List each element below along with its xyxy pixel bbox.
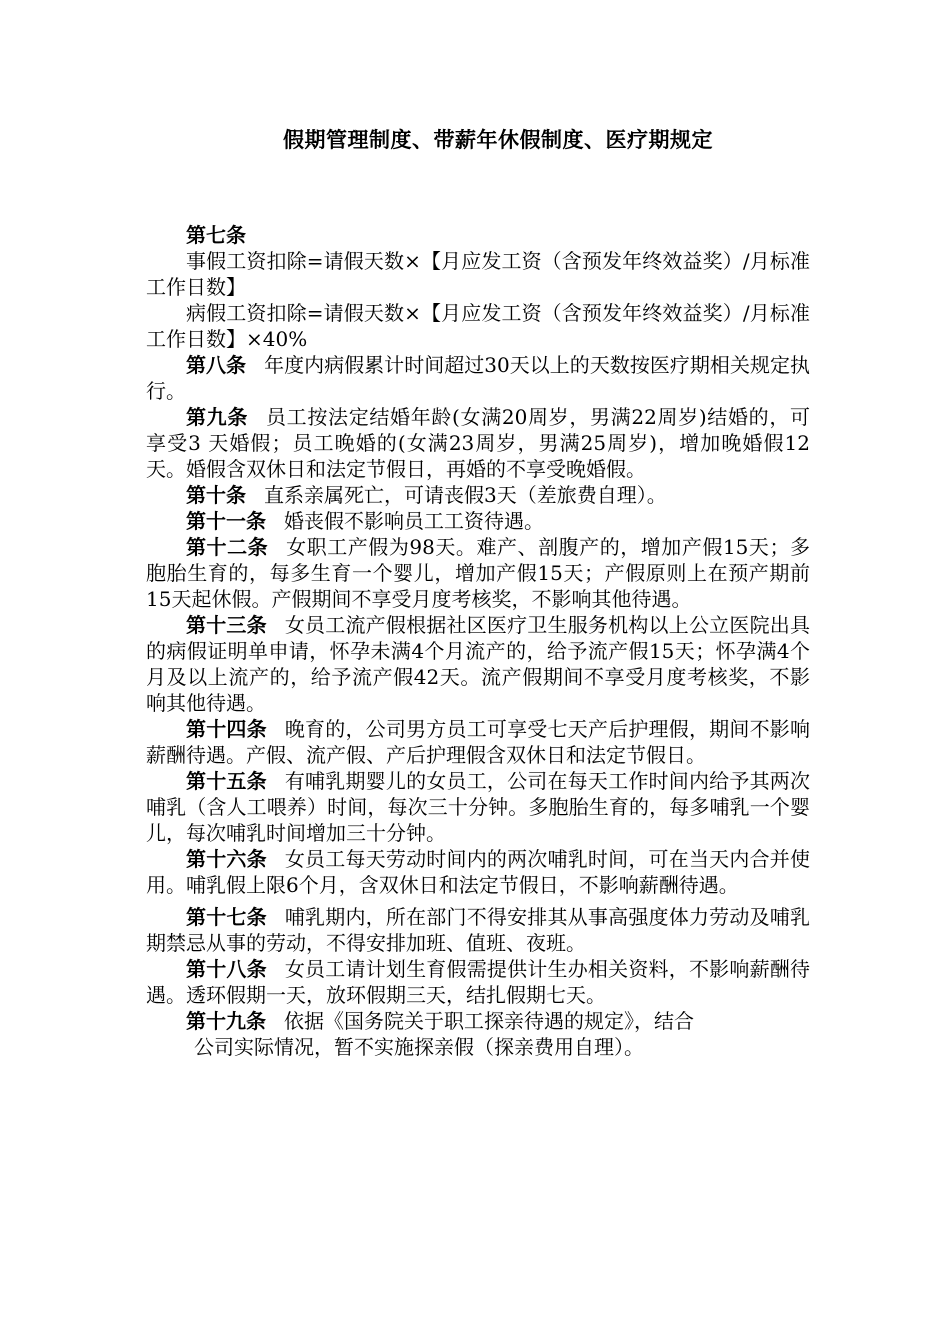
document-body (146, 222, 810, 1060)
article-9-text: 员工按法定结婚年龄(女满20周岁，男满22周岁)结婚的，可享受3 天婚假；员工晚婚的(女满23周岁，男满25周岁)，增加晚婚假12天。婚假含双休日和法定节假日，再婚的不享受晚婚假。 (146, 405, 810, 481)
article-18 (146, 956, 810, 1008)
article-7-line-1: 事假工资扣除=请假天数×【月应发工资（含预发年终效益奖）/月标准工作日数】 (146, 249, 810, 299)
article-17-label: 第十七条 (186, 905, 267, 929)
article-8 (146, 352, 810, 404)
article-17 (146, 904, 810, 956)
article-19-label: 第十九条 (186, 1009, 266, 1033)
article-19 (146, 1008, 810, 1034)
article-10-label: 第十条 (186, 483, 246, 507)
article-14-label: 第十四条 (186, 717, 267, 741)
article-13 (146, 612, 810, 716)
article-19-text: 依据《国务院关于职工探亲待遇的规定》，结合 (284, 1009, 694, 1033)
document-title: 假期管理制度、带薪年休假制度、医疗期规定 (283, 127, 713, 152)
article-10 (146, 482, 810, 508)
article-18-label: 第十八条 (186, 957, 267, 981)
article-17-text: 哺乳期内，所在部门不得安排其从事高强度体力劳动及哺乳期禁忌从事的劳动，不得安排加班、值班、夜班。 (146, 905, 811, 955)
article-16-label: 第十六条 (186, 847, 267, 871)
article-19-continuation: 公司实际情况，暂不实施探亲假（探亲费用自理）。 (194, 1035, 644, 1059)
article-12 (146, 534, 810, 612)
article-12-label: 第十二条 (186, 535, 269, 559)
article-10-text: 直系亲属死亡，可请丧假3天（差旅费自理）。 (264, 483, 667, 507)
article-14-text: 晚育的，公司男方员工可享受七天产后护理假，期间不影响薪酬待遇。产假、流产假、产后护理假含双休日和法定节假日。 (146, 717, 811, 767)
article-7-label: 第七条 (186, 223, 246, 247)
article-16 (146, 846, 810, 898)
article-7-line-2: 病假工资扣除=请假天数×【月应发工资（含预发年终效益奖）/月标准工作日数】×40% (146, 301, 810, 351)
article-12-text: 女职工产假为98天。难产、剖腹产的，增加产假15天；多胞胎生育的，每多生育一个婴儿，增加产假15天；产假原则上在预产期前15天起休假。产假期间不享受月度考核奖，不影响其他待遇。 (146, 535, 810, 611)
article-11-text: 婚丧假不影响员工工资待遇。 (284, 509, 544, 533)
article-11 (146, 508, 810, 534)
article-15 (146, 768, 810, 846)
article-13-label: 第十三条 (186, 613, 267, 637)
article-7-heading (146, 222, 810, 248)
article-15-label: 第十五条 (186, 769, 267, 793)
article-18-text: 女员工请计划生育假需提供计生办相关资料，不影响薪酬待遇。透环假期一天，放环假期三天，结扎假期七天。 (146, 957, 811, 1007)
article-14 (146, 716, 810, 768)
article-16-text: 女员工每天劳动时间内的两次哺乳时间，可在当天内合并使用。哺乳假上限6个月，含双休日和法定节假日，不影响薪酬待遇。 (146, 847, 811, 897)
article-9-label: 第九条 (186, 405, 249, 429)
article-11-label: 第十一条 (186, 509, 266, 533)
article-8-text: 年度内病假累计时间超过30天以上的天数按医疗期相关规定执行。 (146, 353, 811, 403)
article-15-text: 有哺乳期婴儿的女员工，公司在每天工作时间内给予其两次哺乳（含人工喂养）时间，每次三十分钟。多胞胎生育的，每多哺乳一个婴儿，每次哺乳时间增加三十分钟。 (146, 769, 811, 845)
article-13-text: 女员工流产假根据社区医疗卫生服务机构以上公立医院出具的病假证明单申请，怀孕未满4个月流产的，给予流产假15天；怀孕满4个月及以上流产的，给予流产假42天。流产假期间不享受月度考核奖，不影响其他待遇。 (146, 613, 811, 715)
article-8-label: 第八条 (186, 353, 247, 377)
article-9 (146, 404, 810, 482)
